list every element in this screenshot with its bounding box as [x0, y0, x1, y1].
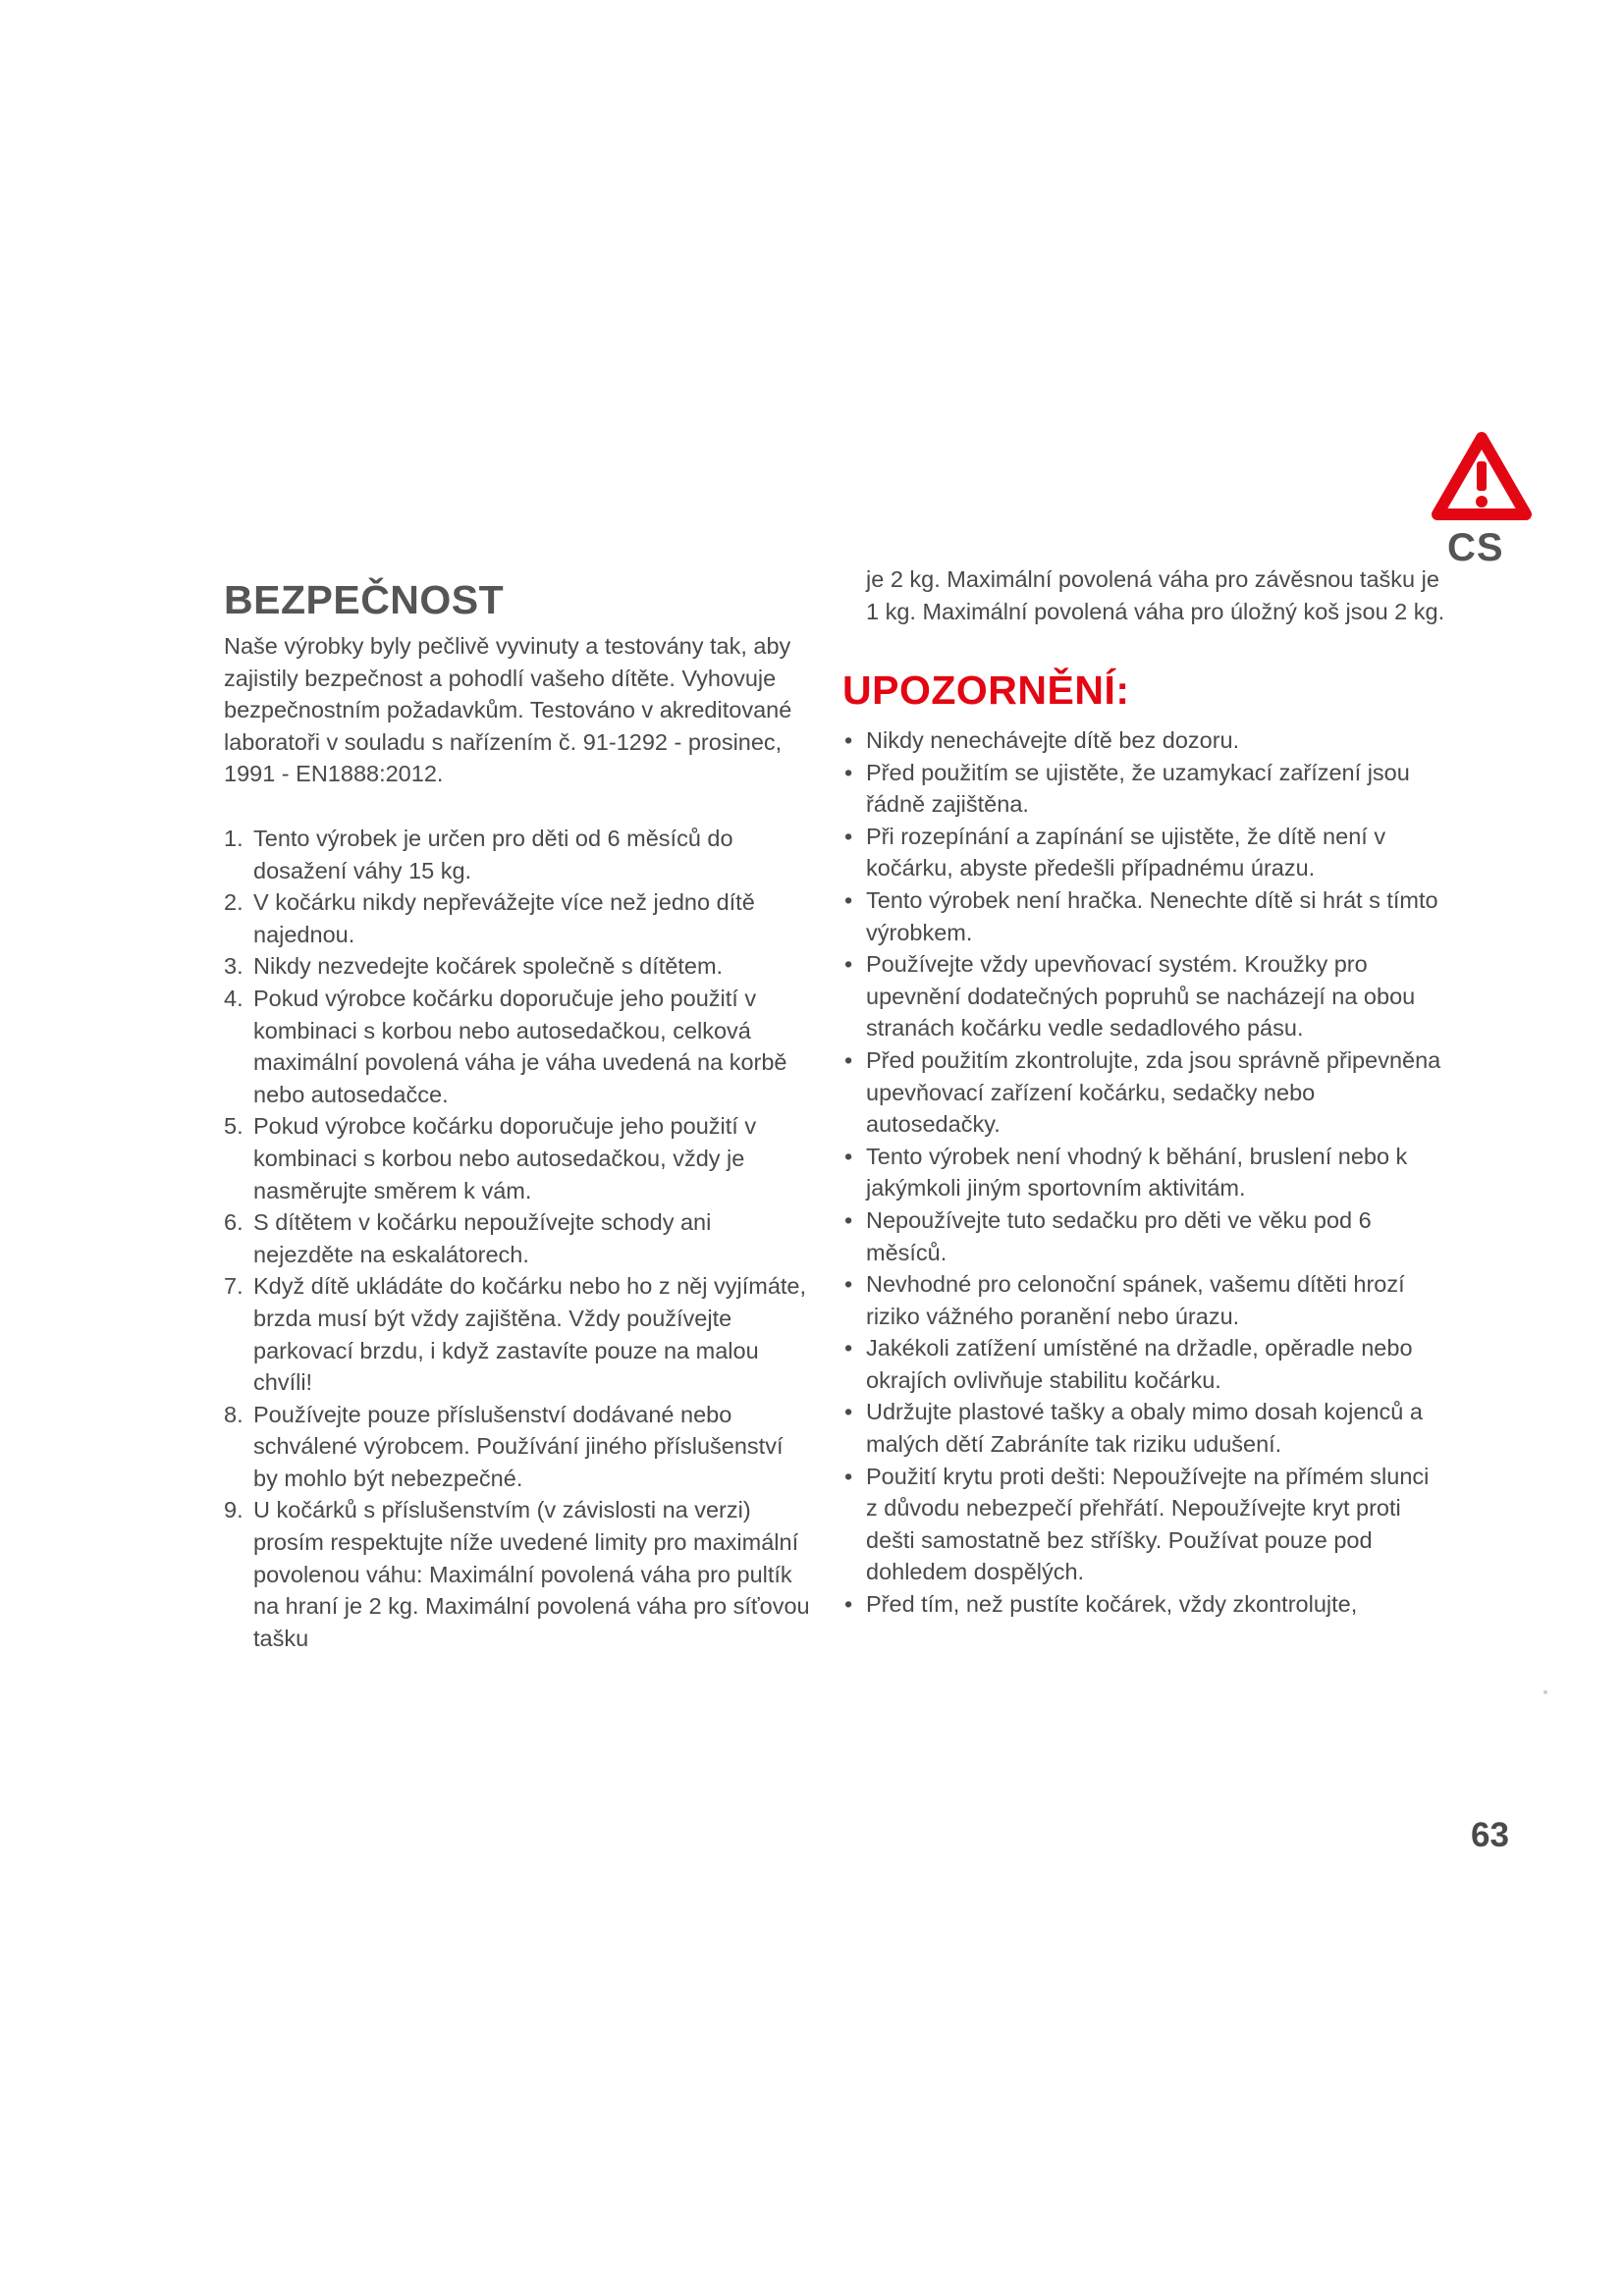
list-item	[224, 1270, 813, 1398]
item-text: Jakékoli zatížení umístěné na držadle, opěradle nebo okrajích ovlivňuje stabilitu kočárku.	[866, 1335, 1413, 1393]
page-number: 63	[1471, 1816, 1509, 1854]
item-text: Tento výrobek není vhodný k běhání, bruslení nebo k jakýmkoli jiným sportovním aktivitám.	[866, 1143, 1408, 1201]
item-text: Nikdy nenechávejte dítě bez dozoru.	[866, 727, 1240, 753]
item-text: Při rozepínání a zapínání se ujistěte, že dítě není v kočárku, abyste předešli případnému úrazu.	[866, 823, 1386, 881]
item-text: Před tím, než pustíte kočárek, vždy zkontrolujte,	[866, 1591, 1358, 1618]
safety-intro: Naše výrobky byly pečlivě vyvinuty a testovány tak, aby zajistily bezpečnost a pohodlí vašeho dítěte. Vyhovuje bezpečnostním požadavkům. Testováno v akreditované laboratoři v souladu s nařízením č. 91-1292 - prosinec, 1991 - EN1888:2012.	[224, 633, 792, 786]
item-text: V kočárku nikdy nepřevážejte více než jedno dítě najednou.	[253, 889, 755, 947]
list-item	[224, 1110, 813, 1206]
bullet-icon: •	[844, 886, 853, 913]
bullet-icon: •	[844, 1206, 853, 1233]
item-number: 4.	[224, 985, 244, 1011]
list-item	[224, 886, 813, 950]
bullet-icon: •	[844, 1591, 853, 1618]
item-text: Používejte pouze příslušenství dodávané nebo schválené výrobcem. Používání jiného příslušenství by mohlo být nebezpečné.	[253, 1401, 784, 1491]
bullet-icon: •	[844, 1271, 853, 1298]
list-item	[224, 1206, 813, 1270]
list-item	[842, 821, 1443, 884]
item-text: Tento výrobek není hračka. Nenechte dítě si hrát s tímto výrobkem.	[866, 886, 1438, 945]
bullet-icon: •	[844, 951, 853, 978]
list-item	[842, 1204, 1443, 1268]
safety-list	[224, 823, 813, 1654]
item-number: 1.	[224, 826, 244, 851]
list-item	[842, 1461, 1443, 1588]
item-text: Použití krytu proti dešti: Nepoužívejte na přímém slunci z důvodu nebezpečí přehřátí. Nepoužívejte kryt proti dešti samostatně bez stříšky. Používat pouze pod dohledem dospělých.	[866, 1463, 1430, 1585]
bullet-icon: •	[844, 1399, 853, 1425]
item-text: Pokud výrobce kočárku doporučuje jeho použití v kombinaci s korbou nebo autosedačkou, celková maximální povolená váha je váha uvedená na korbě nebo autosedačce.	[253, 985, 787, 1107]
item-text: Když dítě ukládáte do kočárku nebo ho z něj vyjímáte, brzda musí být vždy zajištěna. Vždy používejte parkovací brzdu, i když zastavíte pouze na malou chvíli!	[253, 1273, 807, 1396]
item-text: Před použitím zkontrolujte, zda jsou správně připevněna upevňovací zařízení kočárku, sedačky nebo autosedačky.	[866, 1046, 1441, 1138]
list-item	[842, 757, 1443, 821]
safety-title: BEZPEČNOST	[224, 577, 505, 622]
list-item	[842, 1332, 1443, 1396]
item-text: U kočárků s příslušenstvím (v závislosti na verzi) prosím respektujte níže uvedené limity pro maximální povolenou váhu: Maximální povolená váha pro pultík na hraní je 2 kg. Maximální povolená váha pro síťovou tašku	[253, 1497, 810, 1651]
item-text: Pokud výrobce kočárku doporučuje jeho použití v kombinaci s korbou nebo autosedačkou, vždy je nasměrujte směrem k vám.	[253, 1113, 757, 1203]
list-item	[842, 1396, 1443, 1460]
list-item	[842, 1268, 1443, 1332]
bullet-icon: •	[844, 727, 853, 753]
item-text: Udržujte plastové tašky a obaly mimo dosah kojenců a malých dětí Zabráníte tak riziku udušení.	[866, 1399, 1423, 1458]
list-item	[842, 1044, 1443, 1141]
bullet-icon: •	[844, 823, 853, 849]
item-number: 5.	[224, 1113, 244, 1140]
bullet-icon: •	[844, 1463, 853, 1489]
item-text: Nevhodné pro celonoční spánek, vašemu dítěti hrozí riziko vážného poranění nebo úrazu.	[866, 1271, 1405, 1329]
warning-triangle-icon	[1430, 430, 1534, 524]
bullet-icon: •	[844, 1046, 853, 1073]
item-text: Před použitím se ujistěte, že uzamykací zařízení jsou řádně zajištěna.	[866, 759, 1410, 818]
item-number: 9.	[224, 1497, 244, 1523]
list-item	[842, 948, 1443, 1044]
bullet-icon: •	[844, 1335, 853, 1362]
safety-continuation: je 2 kg. Maximální povolená váha pro závěsnou tašku je 1 kg. Maximální povolená váha pro úložný koš jsou 2 kg.	[866, 566, 1445, 624]
item-text: S dítětem v kočárku nepoužívejte schody ani nejezděte na eskalátorech.	[253, 1209, 712, 1267]
list-item	[224, 950, 813, 983]
item-number: 7.	[224, 1273, 244, 1300]
warning-list	[842, 724, 1443, 1621]
bullet-icon: •	[844, 759, 853, 785]
scan-speck	[1543, 1690, 1547, 1694]
item-number: 2.	[224, 889, 244, 916]
list-item	[842, 884, 1443, 948]
item-number: 3.	[224, 953, 244, 980]
item-text: Tento výrobek je určen pro děti od 6 měsíců do dosažení váhy 15 kg.	[253, 826, 733, 883]
item-number: 8.	[224, 1401, 244, 1427]
list-item	[224, 1494, 813, 1654]
item-text: Používejte vždy upevňovací systém. Kroužky pro upevnění dodatečných popruhů se nacházejí na obou stranách kočárku vedle sedadlového pásu.	[866, 951, 1416, 1041]
list-item	[842, 1141, 1443, 1204]
item-text: Nepoužívejte tuto sedačku pro děti ve věku pod 6 měsíců.	[866, 1206, 1372, 1265]
warning-title: UPOZORNĚNÍ:	[842, 667, 1130, 713]
list-item	[842, 1588, 1443, 1621]
item-number: 6.	[224, 1209, 244, 1236]
item-text: Nikdy nezvedejte kočárek společně s dítětem.	[253, 953, 724, 980]
bullet-icon: •	[844, 1143, 853, 1169]
language-tag: CS	[1447, 526, 1504, 569]
list-item	[842, 724, 1443, 757]
list-item	[224, 1399, 813, 1495]
list-item	[224, 983, 813, 1110]
list-item	[224, 823, 813, 886]
